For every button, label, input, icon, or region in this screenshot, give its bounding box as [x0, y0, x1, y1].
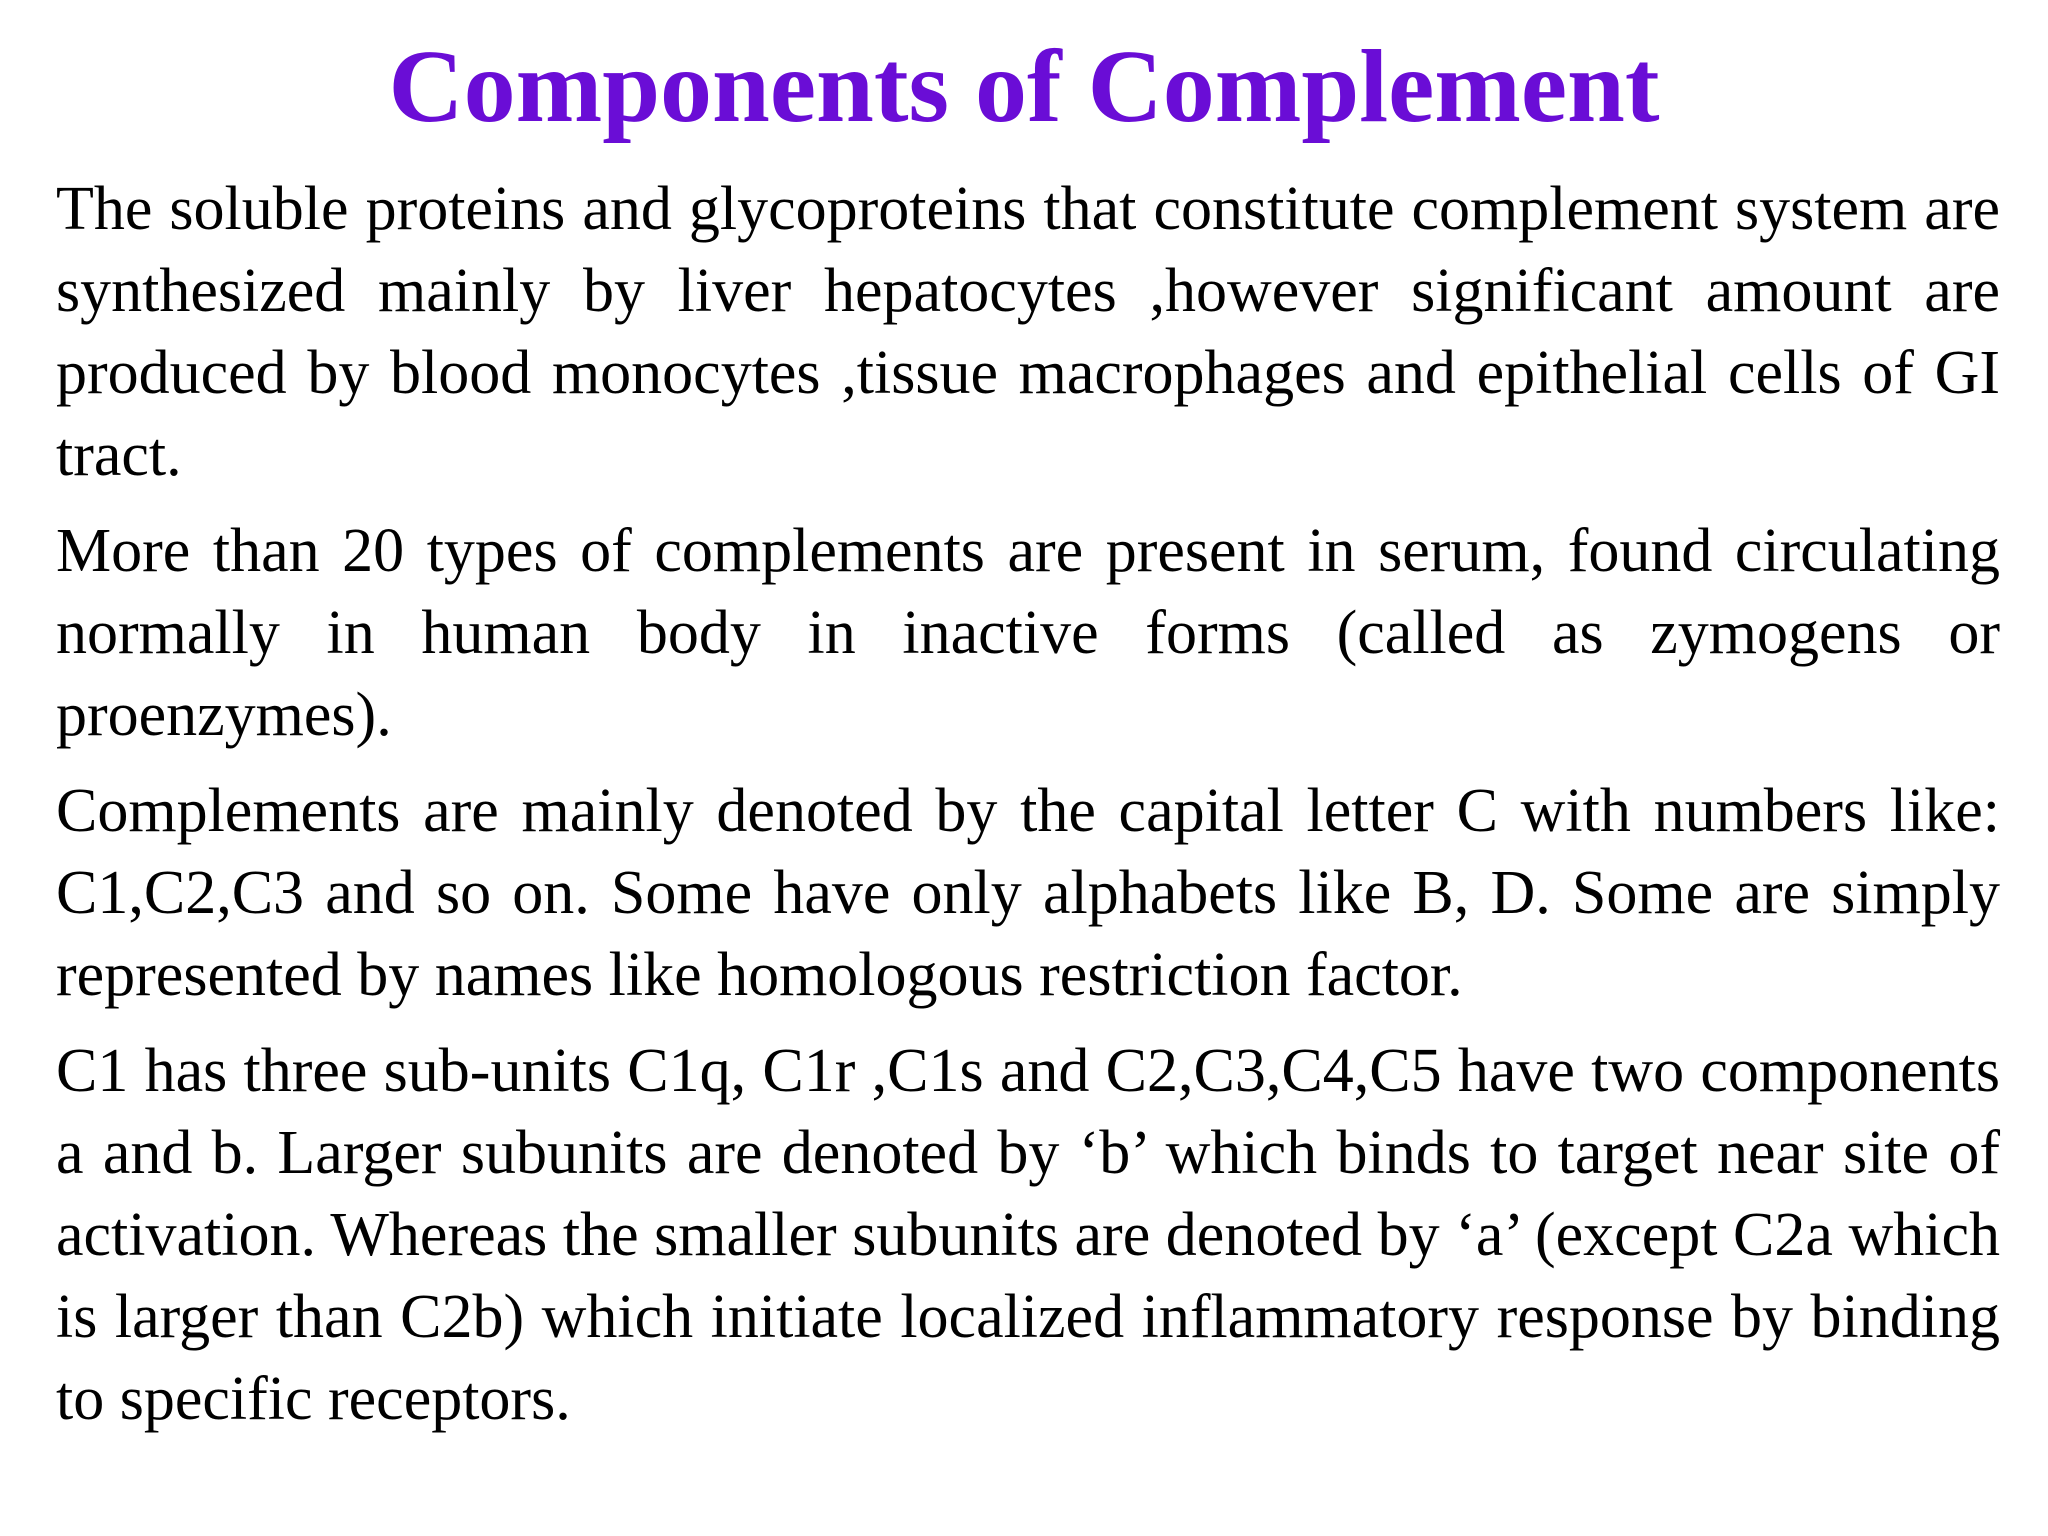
paragraph-subunits: C1 has three sub-units C1q, C1r ,C1s and C2,C3,C4,C5 have two components a and b. Larger subunits are denoted by ‘b’ which binds to target near site of activation. Whereas the smaller subunits are denoted by ‘a’ (except C2a which is larger than C2b) which initiate localized inflammatory response by binding to specific receptors. [56, 1037, 2000, 1433]
slide-title: Components of Complement [388, 29, 1660, 144]
paragraph-types: More than 20 types of complements are present in serum, found circulating normally in human body in inactive forms (called as zymogens or proenzymes). [56, 517, 2000, 749]
paragraph-notation: Complements are mainly denoted by the capital letter C with numbers like: C1,C2,C3 and so on. Some have only alphabets like B, D. Some are simply represented by names like homologous restriction factor. [56, 777, 2000, 1009]
slide-body [56, 168, 2000, 1454]
paragraph-synthesis: The soluble proteins and glycoproteins that constitute complement system are synthesized mainly by liver hepatocytes ,however significant amount are produced by blood monocytes ,tissue macrophages and epithelial cells of GI tract. [56, 175, 2000, 489]
